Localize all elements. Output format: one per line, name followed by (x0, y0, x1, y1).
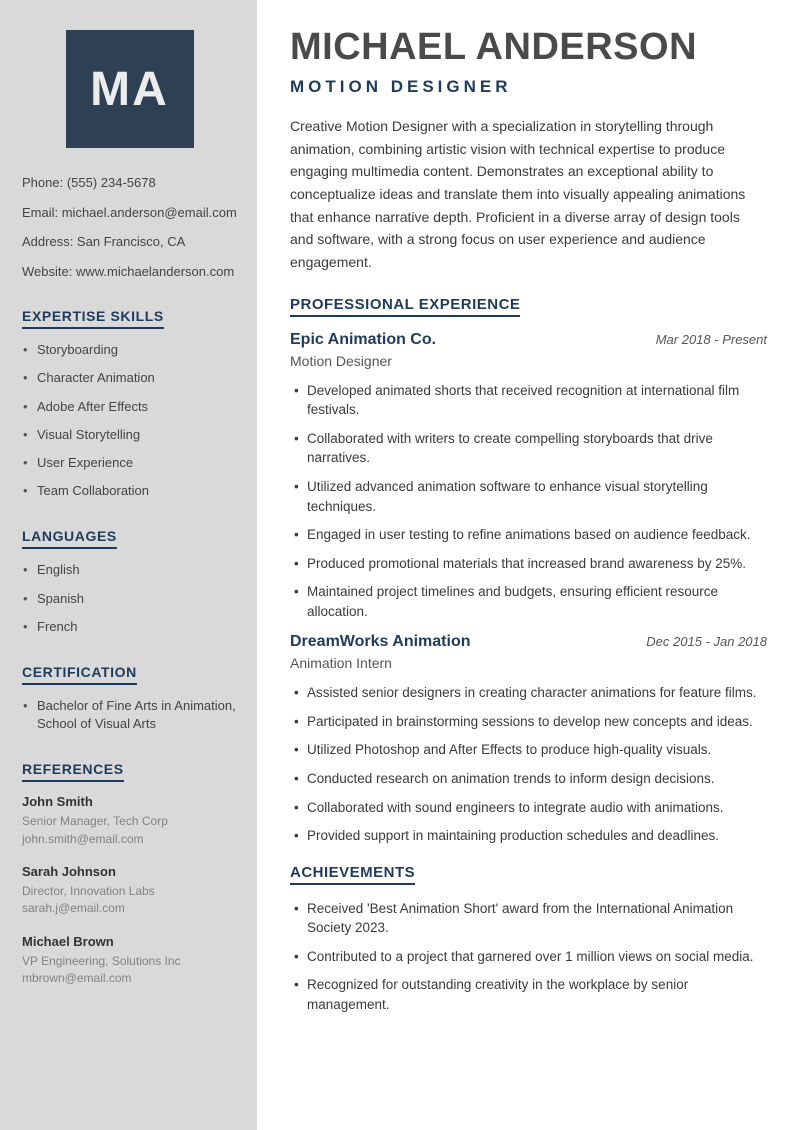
sidebar (0, 0, 257, 1130)
avatar (66, 30, 194, 148)
contact-phone: Phone: (555) 234-5678 (22, 175, 156, 190)
reference-role: Senior Manager, Tech Corp (22, 814, 168, 829)
languages-list (22, 561, 237, 636)
section-languages (22, 528, 237, 636)
achievements-list (290, 899, 767, 1015)
reference-role: VP Engineering, Solutions Inc (22, 953, 181, 968)
job-dates: Dec 2015 - Jan 2018 (646, 634, 767, 650)
section-achievements (290, 864, 767, 1015)
section-expertise-skills (22, 308, 237, 500)
achievement-bullet: • Contributed to a project that garnered over 1 million views on social media. (290, 947, 767, 967)
certification-heading: CERTIFICATION (22, 664, 137, 685)
language-item: • English (22, 561, 237, 579)
expertise-skills-heading: EXPERTISE SKILLS (22, 308, 164, 329)
reference-card (22, 864, 237, 918)
role-subtitle: MOTION DESIGNER (290, 77, 512, 96)
skill-item: • Character Animation (22, 369, 237, 387)
job-bullets (290, 381, 767, 622)
achievement-bullet: • Received 'Best Animation Short' award from the International Animation Society 2023. (290, 899, 767, 938)
achievement-bullet: • Recognized for outstanding creativity in the workplace by senior management. (290, 975, 767, 1014)
professional-experience-heading: PROFESSIONAL EXPERIENCE (290, 296, 520, 317)
skill-item: • Visual Storytelling (22, 426, 237, 444)
skill-item: • Team Collaboration (22, 482, 237, 500)
avatar-initials: MA (90, 62, 169, 116)
references-heading: REFERENCES (22, 761, 124, 782)
reference-email: john.smith@email.com (22, 831, 144, 846)
reference-card (22, 934, 237, 988)
reference-card (22, 794, 237, 848)
contact-address: Address: San Francisco, CA (22, 234, 186, 250)
job-header (290, 331, 767, 349)
job-bullet: • Maintained project timelines and budgets, ensuring efficient resource allocation. (290, 582, 767, 621)
language-item: • Spanish (22, 590, 237, 608)
job-header (290, 633, 767, 651)
job-role: Motion Designer (290, 352, 392, 369)
section-professional-experience (290, 296, 767, 846)
section-references (22, 761, 237, 987)
contact-email: Email: michael.anderson@email.com (22, 204, 237, 220)
job-bullets (290, 683, 767, 845)
contact-info (22, 174, 237, 280)
job-bullet: • Assisted senior designers in creating character animations for feature films. (290, 683, 767, 703)
achievements-heading: ACHIEVEMENTS (290, 864, 415, 885)
job-bullet: • Utilized Photoshop and After Effects to produce high-quality visuals. (290, 740, 767, 760)
certification-item: • Bachelor of Fine Arts in Animation, School of Visual Arts (22, 697, 237, 733)
reference-name: Sarah Johnson (22, 864, 116, 880)
job-entry (290, 331, 767, 622)
skill-item: • User Experience (22, 454, 237, 472)
reference-email: sarah.j@email.com (22, 901, 125, 916)
reference-name: John Smith (22, 794, 93, 810)
job-bullet: • Participated in brainstorming sessions to develop new concepts and ideas. (290, 712, 767, 732)
job-bullet: • Produced promotional materials that increased brand awareness by 25%. (290, 554, 767, 574)
company-name: DreamWorks Animation (290, 633, 471, 651)
reference-email: mbrown@email.com (22, 971, 132, 986)
certification-list (22, 697, 237, 733)
languages-heading: LANGUAGES (22, 528, 117, 549)
reference-name: Michael Brown (22, 933, 114, 949)
company-name: Epic Animation Co. (290, 330, 437, 348)
job-entry (290, 633, 767, 845)
main-content (257, 0, 800, 1130)
job-bullet: • Collaborated with writers to create compelling storyboards that drive narratives. (290, 429, 767, 468)
skill-item: • Adobe After Effects (22, 398, 237, 416)
skills-list (22, 341, 237, 500)
reference-role: Director, Innovation Labs (22, 884, 155, 899)
summary-text: Creative Motion Designer with a specialization in storytelling through animation, combining artistic vision with technical expertise to produce engaging multimedia content. Demonstrates an exceptional ability to conceptualize ideas and translate them into visually appealing animations that enhance narrative depth. Proficient in a diverse array of design tools and software, with a strong focus on user experience and audience engagement. (290, 118, 746, 271)
job-bullet: • Developed animated shorts that received recognition at international film festivals. (290, 381, 767, 420)
page-title: MICHAEL ANDERSON (290, 26, 698, 68)
job-dates: Mar 2018 - Present (655, 331, 767, 347)
job-bullet: • Engaged in user testing to refine animations based on audience feedback. (290, 525, 767, 545)
job-bullet: • Conducted research on animation trends to inform design decisions. (290, 769, 767, 789)
contact-website: Website: www.michaelanderson.com (22, 263, 235, 279)
language-item: • French (22, 618, 237, 636)
job-bullet: • Collaborated with sound engineers to integrate audio with animations. (290, 798, 767, 818)
job-bullet: • Provided support in maintaining production schedules and deadlines. (290, 826, 767, 846)
skill-item: • Storyboarding (22, 341, 237, 359)
section-certification (22, 664, 237, 733)
job-role: Animation Intern (290, 655, 392, 672)
job-bullet: • Utilized advanced animation software to enhance visual storytelling techniques. (290, 477, 767, 516)
